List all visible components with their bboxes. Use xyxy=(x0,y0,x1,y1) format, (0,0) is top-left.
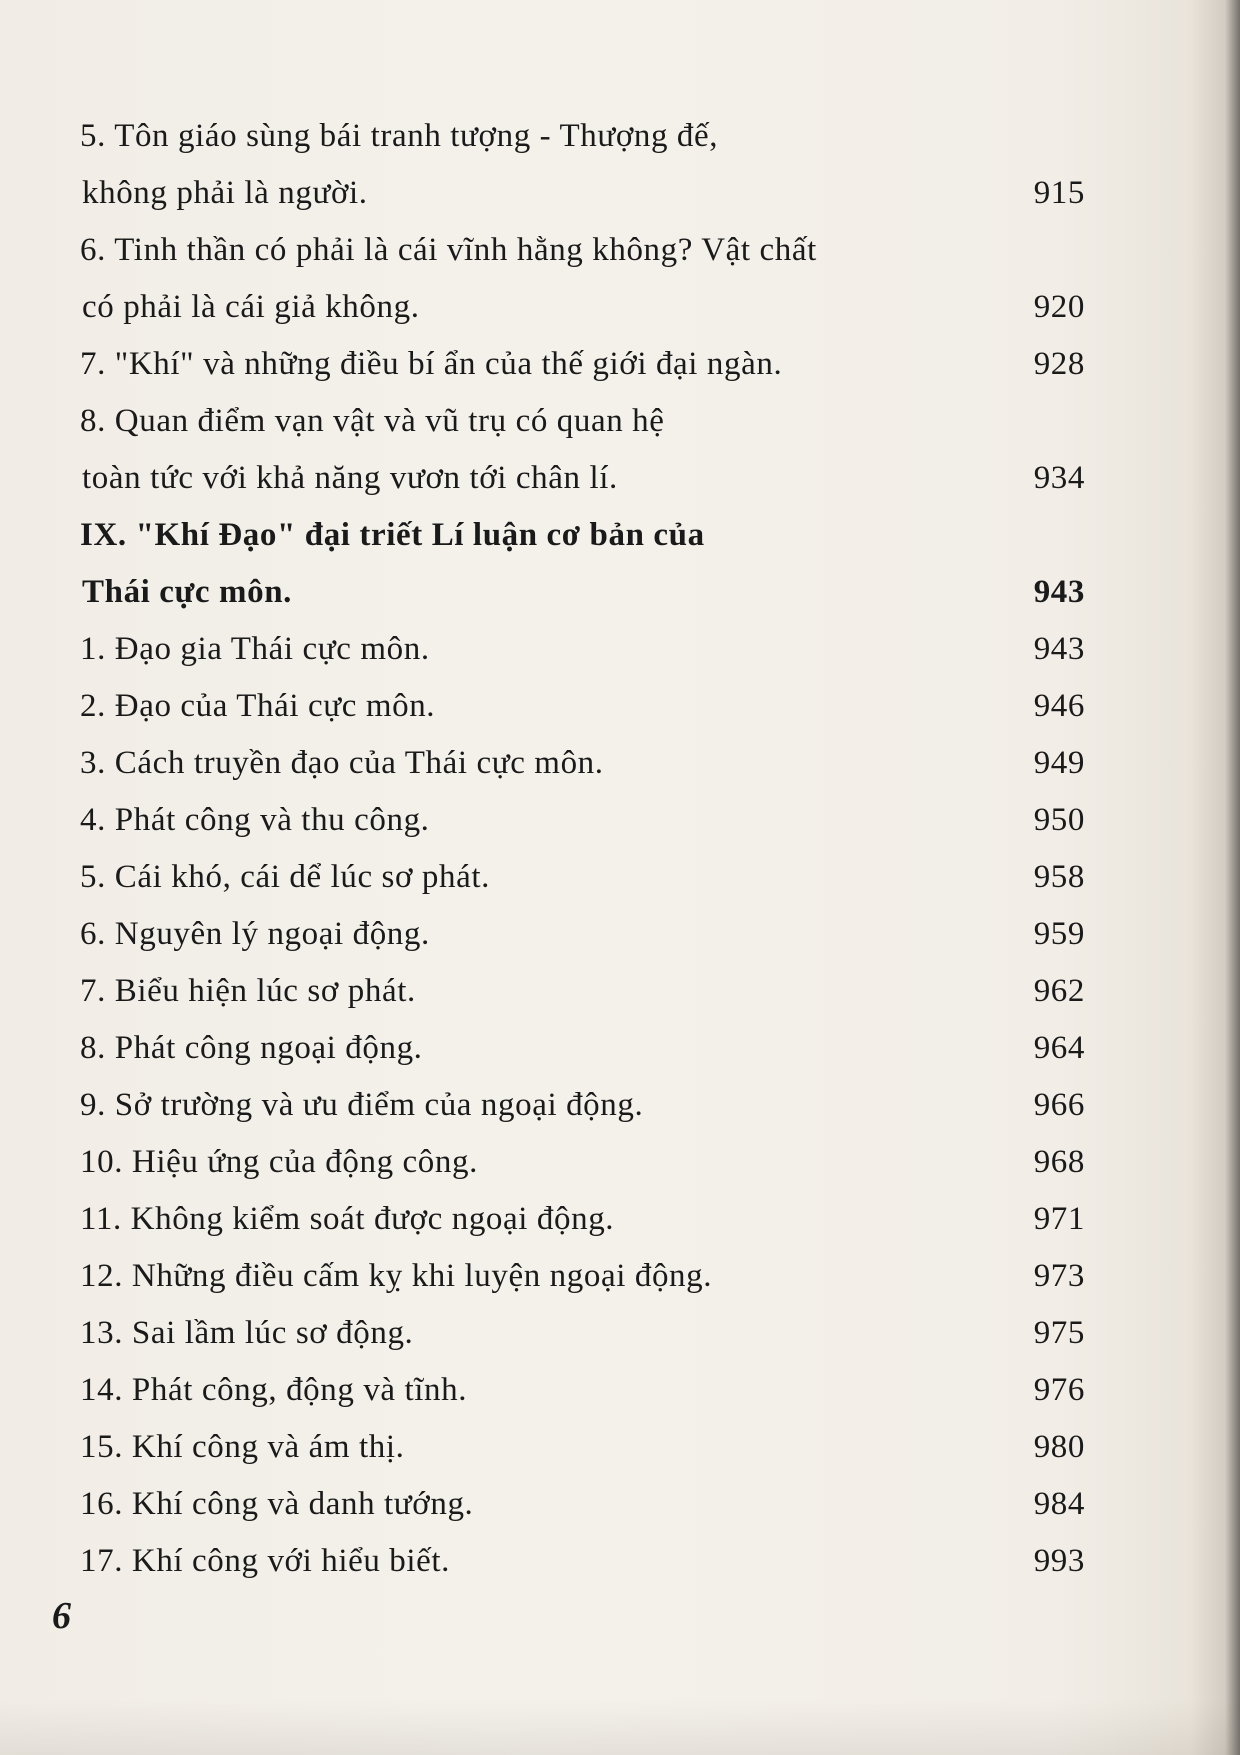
toc-entry-title: 10. Hiệu ứng của động công. xyxy=(80,1144,478,1180)
toc-entry-title: 5. Cái khó, cái dể lúc sơ phát. xyxy=(80,859,490,895)
toc-entry-title: toàn tức với khả năng vươn tới chân lí. xyxy=(82,460,618,496)
toc-entry-continuation xyxy=(80,165,1085,222)
toc-entry-title: 3. Cách truyền đạo của Thái cực môn. xyxy=(80,745,604,781)
toc-entry-page: 984 xyxy=(1033,1486,1085,1522)
toc-entry-title: 11. Không kiểm soát được ngoại động. xyxy=(80,1201,615,1237)
toc-entry-title: có phải là cái giả không. xyxy=(82,289,420,325)
toc-entry-title: 9. Sở trường và ưu điểm của ngoại động. xyxy=(80,1087,644,1123)
toc-entry-title: 13. Sai lầm lúc sơ động. xyxy=(80,1315,414,1351)
toc-entry-page: 964 xyxy=(1033,1030,1085,1066)
toc-entry xyxy=(80,336,1085,393)
toc-entry-page: 968 xyxy=(1033,1144,1085,1180)
toc-entry-page: 946 xyxy=(1033,688,1085,724)
toc-entry xyxy=(80,108,1085,165)
toc-entry-title: 2. Đạo của Thái cực môn. xyxy=(80,688,436,724)
toc-entry xyxy=(80,1419,1085,1476)
toc-entry-page: 975 xyxy=(1033,1315,1085,1351)
toc-entry xyxy=(80,222,1085,279)
toc-entry xyxy=(80,393,1085,450)
toc-entry-page: 958 xyxy=(1033,859,1085,895)
bottom-edge xyxy=(0,1700,1240,1755)
toc-entry-page: 920 xyxy=(1033,289,1085,325)
toc-entry-page: 959 xyxy=(1033,916,1085,952)
toc-entry-title: 17. Khí công với hiểu biết. xyxy=(80,1543,451,1579)
toc-entry-title: 4. Phát công và thu công. xyxy=(80,802,430,838)
toc-entry-title: 7. Biểu hiện lúc sơ phát. xyxy=(80,973,416,1009)
toc-entry-page: 950 xyxy=(1033,802,1085,838)
toc-entry-title: 6. Tinh thần có phải là cái vĩnh hằng không? Vật chất xyxy=(80,232,817,268)
toc-entry-continuation xyxy=(80,279,1085,336)
toc-entry xyxy=(80,792,1085,849)
toc-entry-title: IX. "Khí Đạo" đại triết Lí luận cơ bản của xyxy=(80,517,705,553)
toc-entry-title: Thái cực môn. xyxy=(82,574,293,610)
toc-entry xyxy=(80,735,1085,792)
toc-entry xyxy=(80,1077,1085,1134)
toc-entry-page: 928 xyxy=(1033,346,1085,382)
toc-entry-page: 971 xyxy=(1033,1201,1085,1237)
toc-entry-continuation xyxy=(80,450,1085,507)
toc-entry xyxy=(80,621,1085,678)
page-number: 6 xyxy=(52,1595,71,1637)
toc-entry-page: 973 xyxy=(1033,1258,1085,1294)
toc-entry-title: 15. Khí công và ám thị. xyxy=(80,1429,405,1465)
toc-entry xyxy=(80,1020,1085,1077)
toc-entry xyxy=(80,1191,1085,1248)
toc-entry xyxy=(80,849,1085,906)
toc-entry xyxy=(80,507,1085,564)
toc-entry-page: 993 xyxy=(1033,1543,1085,1579)
toc-entry-page: 962 xyxy=(1033,973,1085,1009)
toc-entry-title: 16. Khí công và danh tướng. xyxy=(80,1486,474,1522)
toc-entry-page: 949 xyxy=(1033,745,1085,781)
toc-entry xyxy=(80,678,1085,735)
toc-entry-page: 966 xyxy=(1033,1087,1085,1123)
toc-entry-continuation xyxy=(80,564,1085,621)
toc-entry xyxy=(80,1248,1085,1305)
toc-entry xyxy=(80,906,1085,963)
toc-entry-page: 976 xyxy=(1033,1372,1085,1408)
toc-entry-page: 943 xyxy=(1033,631,1085,667)
toc-entry-title: 5. Tôn giáo sùng bái tranh tượng - Thượng đế, xyxy=(80,118,719,154)
toc-entry xyxy=(80,1134,1085,1191)
toc-entry xyxy=(80,1362,1085,1419)
toc-entry-page: 915 xyxy=(1033,175,1085,211)
toc-entry xyxy=(80,1305,1085,1362)
spine-shadow xyxy=(1190,0,1240,1755)
toc-entry-page: 943 xyxy=(1033,574,1085,610)
toc-entry-title: 8. Quan điểm vạn vật và vũ trụ có quan hệ xyxy=(80,403,665,439)
toc-entry-title: 14. Phát công, động và tĩnh. xyxy=(80,1372,468,1408)
toc-entry-title: 12. Những điều cấm kỵ khi luyện ngoại động. xyxy=(80,1258,713,1294)
toc-entry-title: 1. Đạo gia Thái cực môn. xyxy=(80,631,430,667)
toc-entry-title: không phải là người. xyxy=(82,175,368,211)
toc-entry-page: 980 xyxy=(1033,1429,1085,1465)
toc-entry-title: 7. "Khí" và những điều bí ẩn của thế giới đại ngàn. xyxy=(80,346,783,382)
toc-entry-title: 6. Nguyên lý ngoại động. xyxy=(80,916,430,952)
toc-entry-page: 934 xyxy=(1033,460,1085,496)
table-of-contents xyxy=(80,108,1085,1590)
toc-entry xyxy=(80,1476,1085,1533)
toc-entry xyxy=(80,1533,1085,1590)
toc-entry-title: 8. Phát công ngoại động. xyxy=(80,1030,423,1066)
toc-entry xyxy=(80,963,1085,1020)
